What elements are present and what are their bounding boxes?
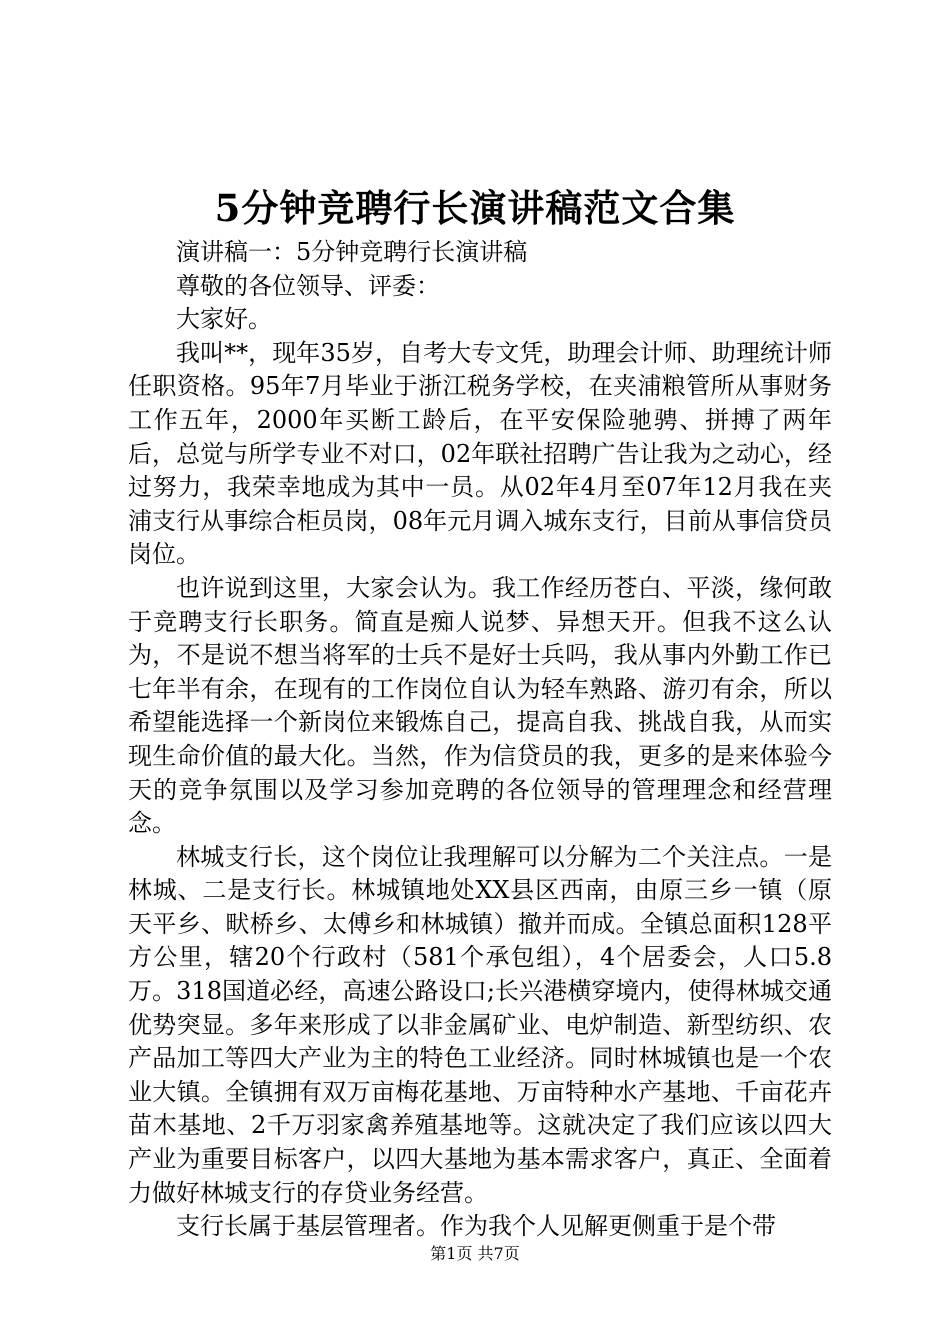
paragraph-linchen-overview: 林城支行长，这个岗位让我理解可以分解为二个关注点。一是林城、二是支行长。林城镇地处XX县区西南，由原三乡一镇（原天平乡、畎桥乡、太傅乡和林城镇）撤并而成。全镇总面积128平方公里，辖20个行政村（581个承包组），4个居委会，人口5.8万。318国道必经，高速公路设口;长兴港横穿境内，使得林城交通优势突显。多年来形成了以非金属矿业、电炉制造、新型纺织、农产品加工等四大产业为主的特色工业经济。同时林城镇也是一个农业大镇。全镇拥有双万亩梅花基地、万亩特种水产基地、千亩花卉苗木基地、2千万羽家禽养殖基地等。这就决定了我们应该以四大产业为重要目标客户，以四大基地为基本需求客户，真正、全面着力做好林城支行的存贷业务经营。 xyxy=(128,842,832,1207)
document-body xyxy=(128,236,832,1244)
page-footer: 第1页 共7页 xyxy=(430,1244,520,1263)
paragraph-branch-manager: 支行长属于基层管理者。作为我个人见解更侧重于是个带 xyxy=(176,1212,776,1241)
document-title: 5分钟竞聘行长演讲稿范文合集 xyxy=(214,186,736,230)
paragraph-introduction: 我叫**，现年35岁，自考大专文凭，助理会计师、助理统计师任职资格。95年7月毕业于浙江税务学校，在夹浦粮管所从事财务工作五年，2000年买断工龄后，在平安保险驰骋、拼搏了两年后，总觉与所学专业不对口，02年联社招聘广告让我为之动心，经过努力，我荣幸地成为其中一员。从02年4月至07年12月我在夹浦支行从事综合柜员岗，08年元月调入城东支行，目前从事信贷员岗位。 xyxy=(128,338,832,569)
paragraph-salutation: 尊敬的各位领导、评委： xyxy=(176,271,440,300)
paragraph-motivation: 也许说到这里，大家会认为。我工作经历苍白、平淡，缘何敢于竞聘支行长职务。简直是痴人说梦、异想天开。但我不这么认为，不是说不想当将军的士兵不是好士兵吗，我从事内外勤工作已七年半有余，在现有的工作岗位自认为轻车熟路、游刃有余，所以希望能选择一个新岗位来锻炼自己，提高自我、挑战自我，从而实现生命价值的最大化。当然，作为信贷员的我，更多的是来体验今天的竞争氛围以及学习参加竞聘的各位领导的管理理念和经营理念。 xyxy=(128,573,832,838)
paragraph-greeting: 大家好。 xyxy=(176,305,272,334)
paragraph-heading: 演讲稿一：5分钟竞聘行长演讲稿 xyxy=(176,238,528,266)
